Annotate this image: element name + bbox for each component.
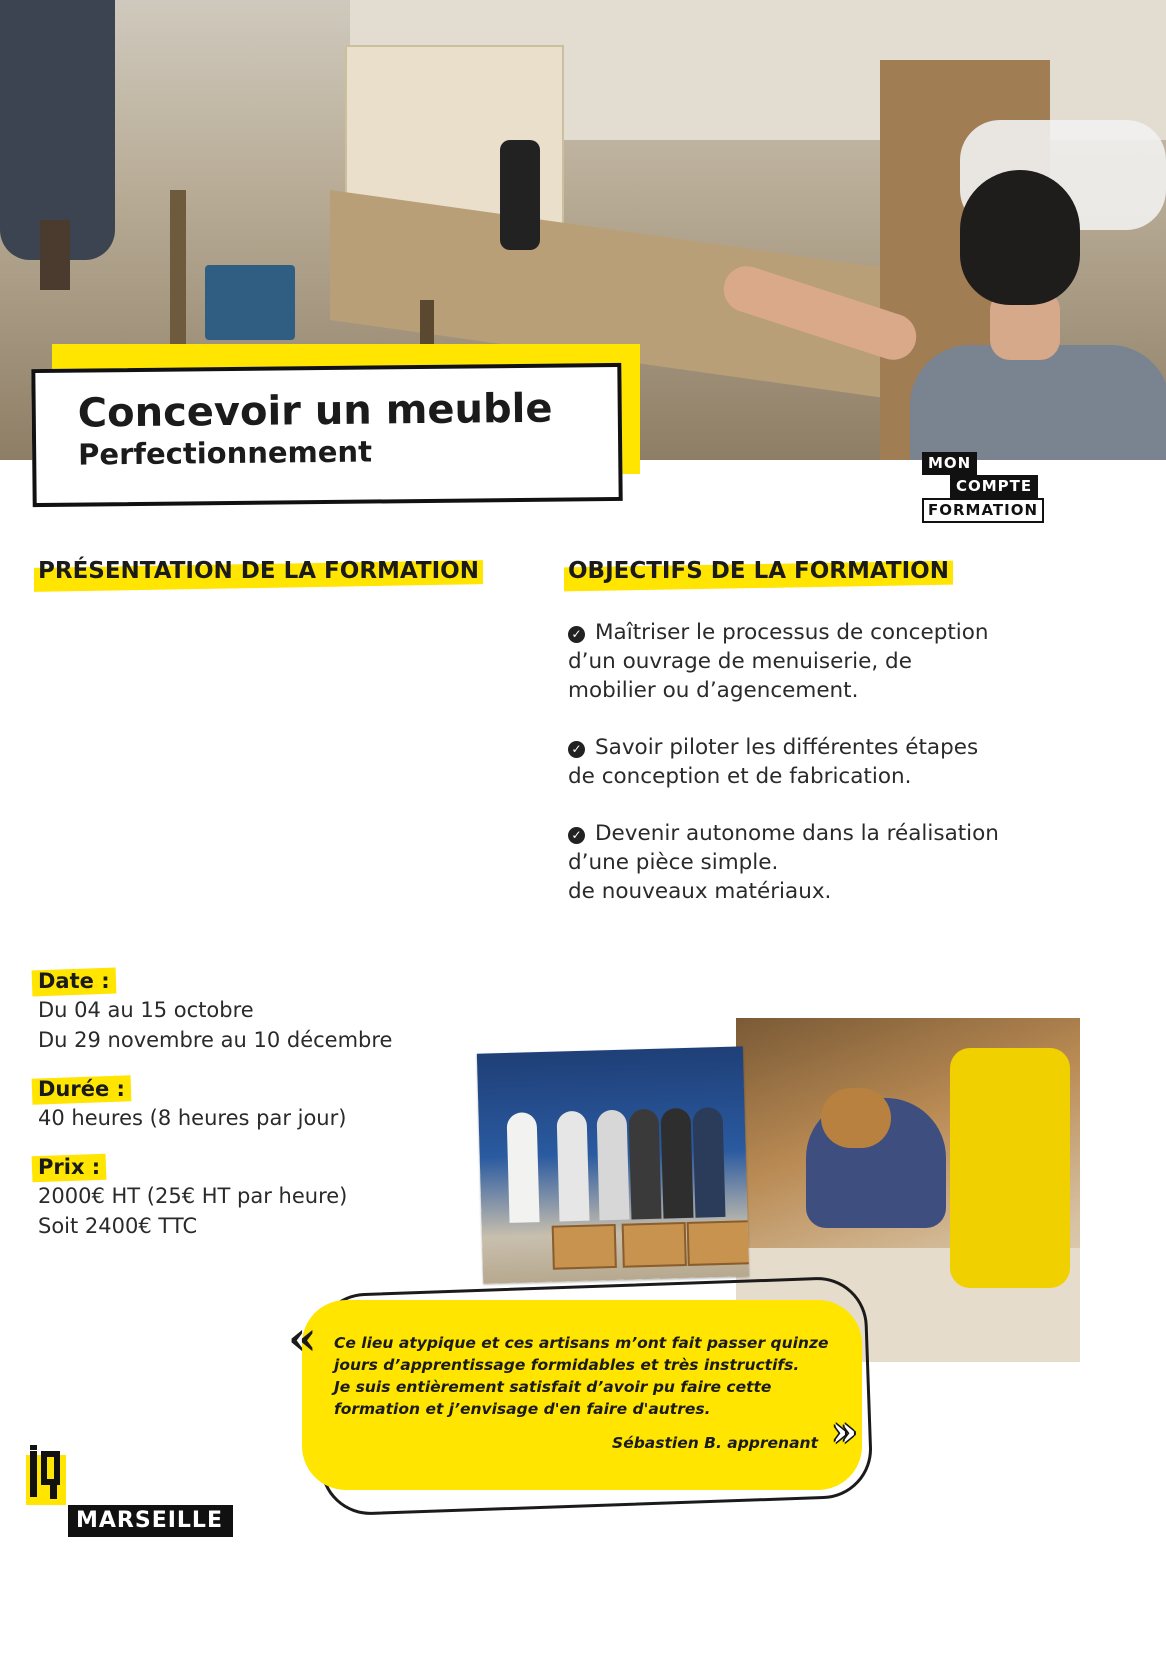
badge-line-2: COMPTE (950, 475, 1038, 498)
drill (500, 140, 540, 250)
testimonial-line: jours d’apprentissage formidables et très instructifs. (334, 1356, 800, 1374)
tool-case (205, 265, 295, 340)
objective-line: de nouveaux matériaux. (568, 879, 832, 904)
objectives-heading-text: OBJECTIFS DE LA FORMATION (568, 558, 949, 584)
objective-line: mobilier ou d’agencement. (568, 678, 859, 703)
presentation-heading-text: PRÉSENTATION DE LA FORMATION (38, 558, 479, 584)
testimonial-line: Je suis entièrement satisfait d’avoir pu faire cette (334, 1378, 772, 1396)
worker-body (910, 345, 1166, 460)
objective-item (568, 618, 1068, 705)
objective-line: d’un ouvrage de menuiserie, de (568, 649, 912, 674)
presentation-heading (38, 558, 479, 584)
testimonial-text (334, 1332, 832, 1420)
photo-furniture (552, 1224, 617, 1270)
photo-person (596, 1110, 629, 1221)
objective-item (568, 733, 1068, 791)
date-label (34, 967, 114, 995)
date-value: Du 29 novembre au 10 décembre (38, 1028, 393, 1052)
duration-label (34, 1075, 129, 1103)
worker (930, 170, 1130, 460)
price-group (38, 1153, 478, 1241)
background-person-leg (40, 220, 70, 290)
group-photo (477, 1046, 749, 1283)
check-circle-icon: ✓ (568, 626, 585, 643)
photo-furniture (687, 1220, 750, 1266)
ici-logo-icon (30, 1445, 60, 1501)
objective-item (568, 819, 1068, 906)
course-info (38, 967, 478, 1261)
check-circle-icon: ✓ (568, 741, 585, 758)
price-value: Soit 2400€ TTC (38, 1214, 198, 1238)
duration-value: 40 heures (8 heures par jour) (38, 1106, 347, 1130)
date-group (38, 967, 478, 1055)
page-subtitle: Perfectionnement (78, 434, 373, 472)
photo-person (660, 1108, 693, 1219)
logo-dot (30, 1445, 37, 1450)
testimonial-line: Ce lieu atypique et ces artisans m’ont fait passer quinze (334, 1334, 829, 1352)
objective-line: Savoir piloter les différentes étapes (595, 735, 979, 760)
testimonial-box (302, 1300, 862, 1490)
photo-person (507, 1112, 540, 1223)
objective-line: Devenir autonome dans la réalisation (595, 821, 999, 846)
logo-square (41, 1451, 60, 1485)
check-circle-icon: ✓ (568, 827, 585, 844)
page-title: Concevoir un meuble (77, 385, 553, 437)
date-label-text: Date : (38, 969, 110, 993)
worker-head (960, 170, 1080, 305)
objectives-list (568, 618, 1068, 934)
testimonial-author: Sébastien B. apprenant (612, 1434, 818, 1452)
open-quote-icon: « (288, 1311, 317, 1365)
photo-furniture (622, 1222, 687, 1268)
objective-line: Maîtriser le processus de conception (595, 620, 989, 645)
badge-line-1: MON (922, 452, 977, 475)
price-value: 2000€ HT (25€ HT par heure) (38, 1184, 348, 1208)
photo-worker-hair (821, 1088, 891, 1148)
close-quote-icon: » (832, 1408, 857, 1455)
logo-stem (50, 1485, 57, 1499)
photo-person (692, 1107, 725, 1218)
objectives-heading (568, 558, 949, 584)
testimonial-line: formation et j’envisage d'en faire d'autres. (334, 1400, 711, 1418)
mon-compte-formation-logo (922, 452, 1053, 523)
duration-group (38, 1075, 478, 1133)
objective-line: d’une pièce simple. (568, 850, 779, 875)
objective-line: de conception et de fabrication. (568, 764, 912, 789)
badge-line-3: FORMATION (922, 498, 1044, 523)
date-value: Du 04 au 15 octobre (38, 998, 254, 1022)
logo-bar (30, 1451, 37, 1497)
photo-person (628, 1109, 661, 1220)
photo-saw (950, 1048, 1070, 1288)
title-box (31, 363, 622, 507)
ici-marseille-logo (30, 1445, 223, 1533)
price-label (34, 1153, 104, 1181)
duration-label-text: Durée : (38, 1077, 125, 1101)
logo-city: MARSEILLE (68, 1505, 233, 1537)
price-label-text: Prix : (38, 1155, 101, 1179)
photo-person (556, 1111, 589, 1222)
